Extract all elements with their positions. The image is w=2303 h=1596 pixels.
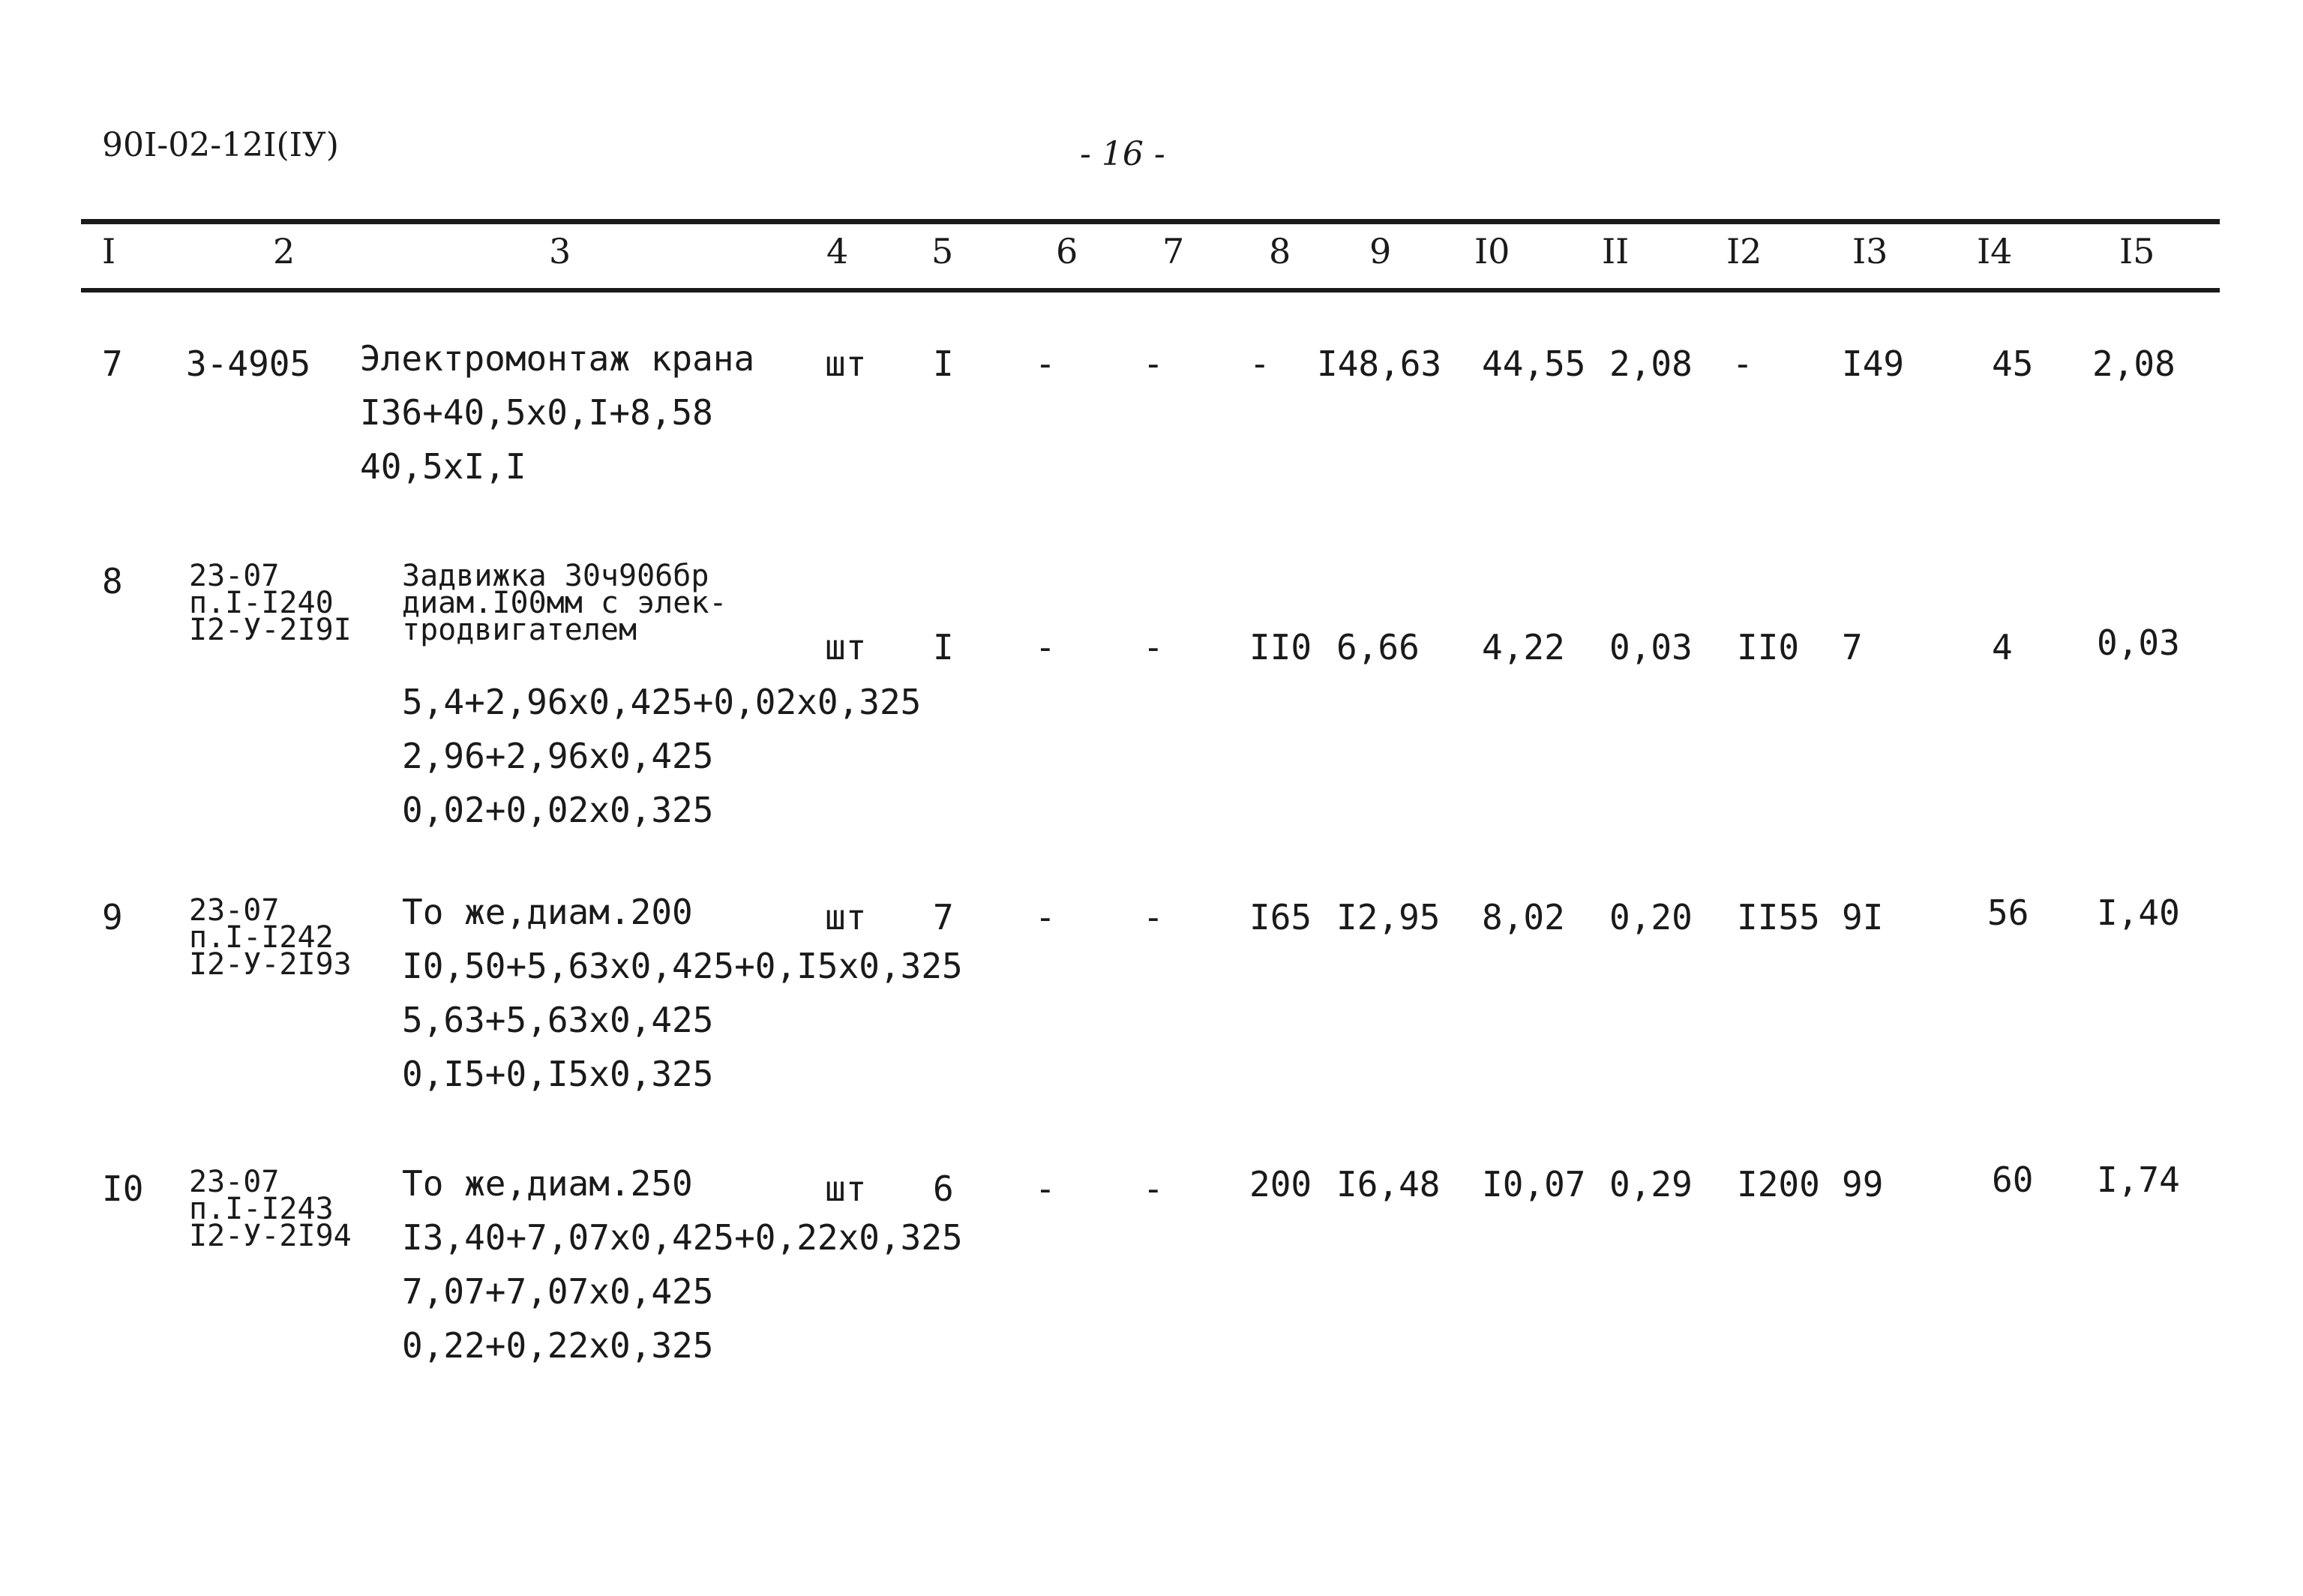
quantity: 7 bbox=[933, 897, 954, 938]
col6-value: - bbox=[1035, 1168, 1056, 1209]
col8-value: 200 bbox=[1249, 1164, 1312, 1204]
work-description-title: Задвижка 30ч906бр диам.I00мм с элек- тродвигателем bbox=[402, 559, 727, 647]
quantity: I bbox=[933, 344, 954, 384]
col15-value: 2,08 bbox=[2092, 344, 2176, 384]
col8-value: I65 bbox=[1249, 897, 1312, 938]
row-number: 7 bbox=[102, 344, 123, 384]
col8-value: II0 bbox=[1249, 627, 1312, 668]
column-header: I5 bbox=[2119, 231, 2155, 272]
col7-value: - bbox=[1143, 897, 1164, 938]
column-header: I3 bbox=[1852, 231, 1888, 272]
col13-value: 9I bbox=[1842, 897, 1884, 938]
col10-value: 44,55 bbox=[1482, 344, 1586, 384]
col7-value: - bbox=[1143, 1168, 1164, 1209]
row-number: I0 bbox=[102, 1168, 144, 1209]
col9-value: I2,95 bbox=[1336, 897, 1441, 938]
col8-value: - bbox=[1249, 344, 1270, 384]
col9-value: 6,66 bbox=[1336, 627, 1420, 668]
col6-value: - bbox=[1035, 897, 1056, 938]
col11-value: 2,08 bbox=[1609, 344, 1693, 384]
column-header: II bbox=[1602, 231, 1630, 272]
page-number: - 16 - bbox=[1080, 135, 1165, 173]
price-code: 3-4905 bbox=[186, 344, 311, 384]
work-description-formula: 5,4+2,96x0,425+0,02x0,325 2,96+2,96x0,425 0,02+0,02x0,325 bbox=[402, 682, 922, 830]
col11-value: 0,03 bbox=[1609, 627, 1693, 668]
column-header: 9 bbox=[1369, 231, 1392, 272]
col11-value: 0,20 bbox=[1609, 897, 1693, 938]
col14-value: 45 bbox=[1992, 344, 2034, 384]
col14-value: 56 bbox=[1987, 892, 2029, 933]
col12-value: - bbox=[1732, 344, 1753, 384]
column-header: 7 bbox=[1162, 231, 1185, 272]
quantity: 6 bbox=[933, 1168, 954, 1209]
table-header-rule bbox=[81, 288, 2220, 292]
col7-value: - bbox=[1143, 627, 1164, 668]
col11-value: 0,29 bbox=[1609, 1164, 1693, 1204]
col6-value: - bbox=[1035, 627, 1056, 668]
column-header: I2 bbox=[1726, 231, 1762, 272]
col15-value: 0,03 bbox=[2097, 622, 2180, 663]
col9-value: I6,48 bbox=[1336, 1164, 1441, 1204]
unit: шт bbox=[825, 627, 867, 668]
col14-value: 4 bbox=[1992, 627, 2013, 668]
col13-value: 99 bbox=[1842, 1164, 1884, 1204]
col15-value: I,74 bbox=[2097, 1160, 2180, 1200]
column-header: I0 bbox=[1474, 231, 1510, 272]
work-description: Электромонтаж крана I36+40,5x0,I+8,58 40,5xI,I bbox=[360, 338, 755, 487]
col7-value: - bbox=[1143, 344, 1164, 384]
work-description: То же,диам.200 I0,50+5,63x0,425+0,I5x0,325 5,63+5,63x0,425 0,I5+0,I5x0,325 bbox=[402, 892, 963, 1094]
price-code: 23-07 п.I-I240 I2-У-2I9I bbox=[189, 559, 352, 647]
column-header: I4 bbox=[1977, 231, 2013, 272]
col10-value: 8,02 bbox=[1482, 897, 1565, 938]
unit: шт bbox=[825, 897, 867, 938]
col10-value: I0,07 bbox=[1482, 1164, 1586, 1204]
column-header: 6 bbox=[1056, 231, 1078, 272]
col12-value: II55 bbox=[1737, 897, 1820, 938]
row-number: 9 bbox=[102, 897, 123, 938]
col15-value: I,40 bbox=[2097, 892, 2180, 933]
unit: шт bbox=[825, 1168, 867, 1209]
row-number: 8 bbox=[102, 561, 123, 602]
col9-value: I48,63 bbox=[1317, 344, 1442, 384]
col12-value: I200 bbox=[1737, 1164, 1820, 1204]
col14-value: 60 bbox=[1992, 1160, 2034, 1200]
column-header: 2 bbox=[273, 231, 295, 272]
unit: шт bbox=[825, 344, 867, 384]
column-header: I bbox=[102, 231, 116, 272]
col12-value: II0 bbox=[1737, 627, 1800, 668]
col6-value: - bbox=[1035, 344, 1056, 384]
quantity: I bbox=[933, 627, 954, 668]
price-code: 23-07 п.I-I243 I2-У-2I94 bbox=[189, 1165, 352, 1253]
document-code: 90I-02-12I(IУ) bbox=[102, 126, 339, 164]
column-header: 3 bbox=[549, 231, 571, 272]
table-top-rule bbox=[81, 219, 2220, 224]
column-header: 5 bbox=[931, 231, 954, 272]
col13-value: 7 bbox=[1842, 627, 1863, 668]
price-code: 23-07 п.I-I242 I2-У-2I93 bbox=[189, 893, 352, 982]
col13-value: I49 bbox=[1842, 344, 1905, 384]
work-description: То же,диам.250 I3,40+7,07x0,425+0,22x0,325 7,07+7,07x0,425 0,22+0,22x0,325 bbox=[402, 1163, 963, 1366]
column-header: 4 bbox=[826, 231, 849, 272]
column-header: 8 bbox=[1269, 231, 1291, 272]
col10-value: 4,22 bbox=[1482, 627, 1565, 668]
